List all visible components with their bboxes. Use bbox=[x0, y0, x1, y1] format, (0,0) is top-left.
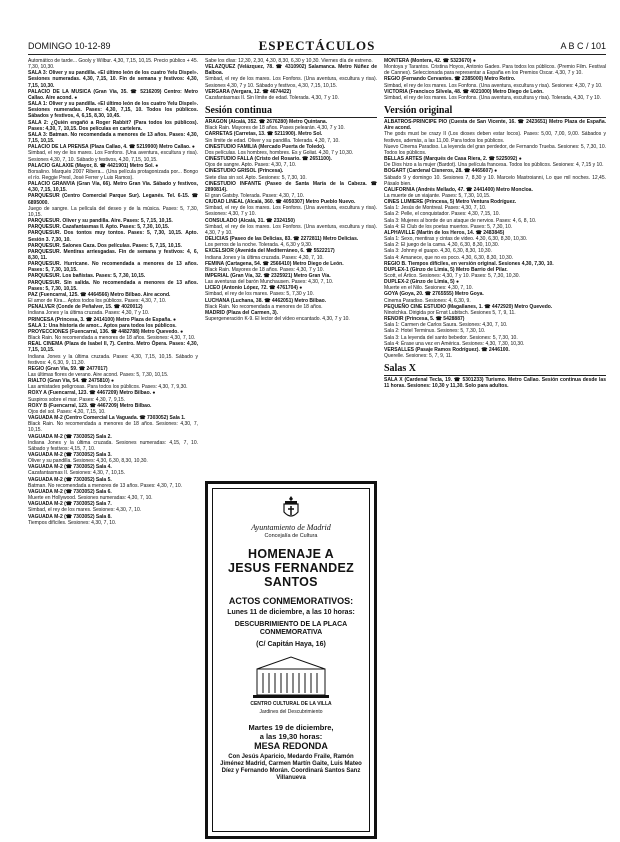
listing-entry: Muerte en el Nilo. Sesiones: 4,30, 7, 10. bbox=[384, 285, 473, 292]
listing-entry: CARRETAS (Carretas, 13. ☎ 5211900). Metro Sol. bbox=[205, 131, 323, 138]
header-page-number: A B C / 101 bbox=[560, 41, 606, 51]
listing-entry: Ojos del sol. Pases: 4,30, 7,15, 10. bbox=[28, 408, 106, 415]
ad-participants: Con Jesús Aparicio, Medardo Fraile, Ramón Jiménez Madrid, Carmen Martín Gaite, Luis Mateo Díez y Fernando Morán. Coordinará Santos Sanz Villanueva bbox=[220, 754, 362, 781]
listing-entry: LICEO (Antonio López, 72. ☎ 4761704) ● bbox=[205, 285, 303, 292]
listing-entry: VAGUADA M-2 (☎ 7303052) Sala 5. bbox=[28, 476, 112, 483]
listing-entry: ALPHAVILLE (Martín de los Heros, 14. ☎ 2483845) bbox=[384, 229, 505, 236]
listing-entry: Scott, el Ártico. Sesiones: 4,30, 7 y 10. Pases: 5, 7,30, 10,30. bbox=[384, 273, 520, 279]
listing-entry: Dos películas. Los hombres, hombres. Es y Goliat. 4,30, 7 y 10,30. bbox=[205, 149, 354, 156]
listing-entry: PAZ (Fuencarral, 125. ☎ 4464566) Metro Bilbao. Aire acond. bbox=[28, 291, 171, 298]
listing-entry: PARQUESUR. Oliver y su pandilla. Aire. Pases: 5, 7,15, 10,15. bbox=[28, 218, 173, 225]
listing-entry: El gran Gatsby. Tolerada. Pases: 4,30, 7, 10. bbox=[205, 192, 305, 199]
listing-entry: VELAZQUEZ (Velázquez, 78. ☎ 4310902) Salamanca. Metro Núñez de Balboa. bbox=[205, 64, 377, 77]
listing-entry: Los perros de la noche. Tolerada. 4, 6,30 y 9,30. bbox=[205, 242, 313, 249]
listing-entry: PARQUESUR. Los bañistas. Pases: 5, 7,30, 10,15. bbox=[28, 273, 146, 280]
listing-entry: CIUDAD LINEAL (Alcalá, 360. ☎ 4050307) Metro Pueblo Nuevo. bbox=[205, 199, 356, 206]
listing-entry: PARQUESUR. Sin salida. No recomendada a menores de 13 años. Pases: 5, 7,30, 10,15. bbox=[28, 279, 198, 292]
listing-entry: Muerte en Hollywood. Sesiones numeradas: 4,30, 7, 10. bbox=[28, 495, 153, 502]
header-section-title: ESPECTÁCULOS bbox=[258, 38, 376, 53]
listing-entry: Sala 4: Amanece, que no es poco. 4,30, 6,30, 8,30, 10,30. bbox=[384, 254, 513, 261]
listing-entry: Las últimas flores de verano. Aire acond. Pases: 5, 7,30, 10,15. bbox=[28, 371, 169, 378]
listing-entry: Black Rain. No recomendada a menores de 18 años. Sesiones: 4,30, 7, 10. bbox=[28, 335, 196, 342]
listing-entry: IMPERIAL (Gran Vía, 32. ☎ 2325921) Metro Gran Vía. bbox=[205, 273, 331, 279]
listing-entry: Simbad, el rey de los mares. Los Fonfons. (Una aventura, escultura y risa). 4,30, 7 y 10. bbox=[205, 223, 377, 236]
listing-entry: Sala 3: Mujeres al borde de un ataque de nervios. Pases: 4, 6, 8, 10. bbox=[384, 217, 537, 224]
listing-entry: VERSALLES (Pasaje Ramos Rodríguez). ☎ 2446100. bbox=[384, 346, 510, 353]
listing-entry: DELICIAS (Paseo de las Delicias, 83. ☎ 2272811) Metro Delicias. bbox=[205, 236, 359, 243]
section-title-salas-x: Salas X bbox=[384, 363, 606, 376]
listing-entry: Black Rain. Mayores de 18 años. Pases pelearán. 4,30, 7 y 10. bbox=[205, 125, 345, 132]
madrid-crest-icon bbox=[280, 495, 302, 521]
listing-entry: SALA 1: Oliver y su pandilla. «El último león de los cuatro Yelu Dispel». Sesiones numeradas. Pases: 4,30, 7,15, 10. Todos los públicos. Sábados y festivos, 4, 6,15, 8,30, 10,45. bbox=[28, 101, 198, 120]
page-header bbox=[28, 38, 606, 55]
listing-entry: VAGUADA M-2 (☎ 7303052) Sala 6. bbox=[28, 488, 112, 495]
listing-entry: MADRID (Plaza del Carmen, 3). bbox=[205, 309, 279, 316]
listing-entry: Ninotchka. Dirigida por Ernst Lubitsch. Sesiones 5, 7, 9, 11. bbox=[384, 309, 516, 316]
ad-event-date: Lunes 11 de diciembre, a las 10 horas: bbox=[227, 609, 355, 616]
listing-entry: Sala 4: El Club de los poetas muertos. Pases: 5, 7,30, 10. bbox=[384, 223, 513, 230]
ad-center-name: CENTRO CULTURAL DE LA VILLA bbox=[250, 701, 332, 707]
listing-entry: CINESTUDIO FAMILIA (Mercado Puerta de Toledo). bbox=[205, 143, 326, 150]
listing-entry: VAGUADA M-2 (☎ 7303052) Sala 8. bbox=[28, 513, 112, 520]
listing-entry: SALA 3: Oliver y su pandilla. «El último león de los cuatro Yelu Dispel». Sesiones numeradas. 4,30, 7,15, 10. Fin de semana y festivos: 4,30, 7,15, 10,30. bbox=[28, 70, 198, 89]
listing-entry: Sala 1: Sexo, mentiras y cintas de video. 4,30, 6,30, 8,30, 10,30. bbox=[384, 236, 528, 243]
listing-entry: BOGART (Cardenal Cisneros, 28. ☎ 4465607) ● bbox=[384, 168, 498, 175]
ad-organization: Ayuntamiento de Madrid bbox=[251, 523, 331, 532]
cultural-center-building-icon bbox=[251, 655, 331, 699]
listing-entry: Las amistades peligrosas. Para todos los públicos. Pases: 4,30, 7, 9,30. bbox=[28, 384, 188, 391]
ad-center-subtitle: Jardines del Descubrimiento bbox=[259, 709, 323, 715]
listing-entry: CINESTUDIO FALLA (Cristo del Rosario. ☎ 2651100). bbox=[205, 156, 332, 163]
listing-entry: PALACIO GALAXIE (Mayor, 8. ☎ 4421901) Metro Sol. ● bbox=[28, 162, 159, 169]
listing-entry: PARQUESUR. Mentiras arriesgadas. Fin de semana y festivos: 4, 6, 8,30, 11. bbox=[28, 248, 198, 261]
listing-entry: PARQUESUR (Centro Comercial Parque Sur). Leganés. Tel. 6-15. ☎ 6895000. bbox=[28, 193, 198, 206]
listing-entry: Sala 1: Carmen de Carlos Saura. Sesiones: 4,30, 7, 10. bbox=[384, 322, 508, 329]
listing-entry: Sala 2: Pelle, el conquistador. Pases: 4,30, 7,15, 10. bbox=[384, 211, 500, 218]
listing-entry: Indiana Jones y la última cruzada. Pases: 4,30, 7, 10. bbox=[205, 254, 324, 261]
listing-entry: Sin límite de edad. Oliver y su pandilla. Tolerada. 4,30, 7, 10. bbox=[205, 137, 340, 144]
listing-entry: Simbad, el rey de los mares. Los Fonfons. (Una aventura, escultura y risa). Tolerada, 4,30, 7 y 10. bbox=[384, 94, 601, 101]
ad-event-address: (C/ Capitán Haya, 16) bbox=[256, 640, 326, 648]
listing-entry: La muerte de un viajante. Pases: 5, 7,30, 10,15. bbox=[384, 192, 491, 199]
listing-entry: PEQUEÑO CINE ESTUDIO (Magallanes, 1. ☎ 4472920) Metro Quevedo. bbox=[384, 303, 553, 310]
listing-entry: Cinema Paradiso. Sesiones: 4, 6,30, 9. bbox=[384, 297, 471, 304]
listing-entry: DUPLEX-1 (Ginzo de Limia, 5) Metro Barrio del Pilar. bbox=[384, 266, 508, 273]
listing-entry: Montoya y Tarantos. Cristina Hoyos, Antonio Gades. Para todos los públicos. (Premio Film. Festival de Cannes). Seleccionada para representar a España en los Premios Oscar. 4,30, 7 y 10. bbox=[384, 64, 606, 77]
ad-inner-frame bbox=[212, 488, 370, 832]
listing-entry: Sala 3: La leyenda del santo bebedor. Sesiones: 5, 7,30, 10. bbox=[384, 334, 518, 341]
listing-entry: Sala 3: Johnny el guapo. 4,30, 6,30, 8,30, 10,30. bbox=[384, 248, 492, 255]
listing-entry: VAGUADA M-2 (☎ 7303052) Sala 7. bbox=[28, 501, 112, 508]
listing-entry: El amor de Kira... Aptos todos los públicos. Pases: 4,30, 7, 10. bbox=[28, 298, 167, 305]
listing-entry: Black Rain. No recomendada a menores de 18 años. bbox=[205, 303, 323, 310]
ad-department: Concejalía de Cultura bbox=[264, 533, 318, 539]
header-date: DOMINGO 10-12-89 bbox=[28, 41, 111, 51]
listing-entry: ROXY A (Fuencarral, 123. ☎ 4467209) Metro Bilbao. ● bbox=[28, 390, 156, 397]
listing-entry: Black Rain. Mayores de 18 años. Pases: 4,30, 7 y 10. bbox=[205, 266, 324, 273]
listing-entry: Cazafantasmas II. Sin límite de edad. Tolerada. 4,30, 7 y 10. bbox=[205, 94, 339, 101]
listing-entry: PARQUESUR. Hurricane. No recomendada a menores de 13 años. Pases: 5, 7,30, 10,15. bbox=[28, 261, 198, 274]
listing-entry: FEMINA (Cartagena, 54. ☎ 2566410) Metro Diego de León. bbox=[205, 260, 344, 267]
listing-entry: GOYA (Goya, 20. ☎ 2765555) Metro Goya. bbox=[384, 291, 484, 298]
ad-event-name: DESCUBRIMIENTO DE LA PLACA CONMEMORATIVA bbox=[234, 620, 348, 636]
listing-entry: SALA 1: Una historia de amor... Aptos para todos los públicos. bbox=[28, 322, 177, 329]
listing-entry: ARAGON (Alcalá, 352. ☎ 2676280) Metro Quintana. bbox=[205, 119, 328, 126]
listing-entry: REGIO (Fernando Cervantes. ☎ 2385000) Metro Retiro. bbox=[384, 76, 516, 83]
listing-entry: VAGUADA M-2 (Centro Comercial La Vaguada. ☎ 7303052) Sala 1. bbox=[28, 415, 186, 422]
listing-entry: VAGUADA M-2 (☎ 7303052) Sala 2. bbox=[28, 433, 112, 440]
listing-entry: CINESTUDIO INFANTE (Paseo de Santa María de la Cabeza. ☎ 2890814). bbox=[205, 180, 377, 193]
listing-entry: Indiana Jones y la última cruzada. Pases: 4,30, 7 y 10. bbox=[28, 310, 150, 317]
listing-entry: Juego de sangre. La película del deseo y de la música. Pases: 5, 7,30, 10,15. bbox=[28, 205, 198, 218]
listing-entry: LUCHANA (Luchana, 38. ☎ 4462051) Metro Bilbao. bbox=[205, 297, 327, 304]
listing-entry: Supergeneración K-9. El lector del vídeo encantado. 4,30, 7 y 10. bbox=[205, 316, 350, 323]
listing-entry: SALA 2: ¿Quién engañó a Roger Rabbit? (Para todos los públicos). Pases: 4,30, 7, 10,15. Dos películas en cartelera. bbox=[28, 119, 198, 132]
listing-entry: VERGARA (Vergara, 12. ☎ 4674422) bbox=[205, 88, 292, 95]
listing-entry: Tiempos difíciles. Sesiones: 4,30, 7, 10. bbox=[28, 519, 117, 526]
listing-entry: Sábado 9 y domingo 10. Sesiones 7, 8,30 y 10. Marcelo Mastroianni, Lo que mil noches. 12,45. Pásalo bien. bbox=[384, 174, 606, 187]
listing-entry: MONTERA (Montera, 42. ☎ 5323670) ● bbox=[384, 58, 476, 64]
listing-entry: CINESTUDIO GRISOL (Princesa). bbox=[205, 168, 284, 175]
listing-entry: Sala 2: El juego de la cama. 4,30, 6,30, 8,30, 10,30. bbox=[384, 242, 500, 249]
listing-entry: Indiana Jones y la última cruzada. Sesiones numeradas: 4,15, 7, 10. Sábado y festivos: 4,15, 7, 10. bbox=[28, 439, 198, 452]
listing-entry: Las aventuras del barón Munchausen. Pases: 4,30, 7, 10. bbox=[205, 279, 334, 286]
listing-entry: PROYECCIONES (Fuencarral, 136. ☎ 4482788) Metro Quevedo. ● bbox=[28, 328, 184, 335]
ad-mesa-date: Martes 19 de diciembre, bbox=[248, 723, 334, 732]
listing-entry: Sala 4: Érase una vez en América. Sesiones: 4,30, 7,30, 10,30. bbox=[384, 340, 525, 347]
homenaje-advertisement bbox=[205, 481, 377, 839]
listing-entry: Indiana Jones y la última cruzada. Pases: 4,30, 7,15, 10,15. Sábado y festivos: 4, 6,30, 9, 11,30. bbox=[28, 353, 198, 366]
section-title-sesion-continua: Sesión continua bbox=[205, 105, 377, 118]
listing-entry: PALACIO DE LA MUSICA (Gran Vía, 35. ☎ 5216209) Centro: Metro Callao. Aire acond. ● bbox=[28, 88, 198, 101]
listing-entry: Ojos de sangre. Apto. Pases: 4,30, 7, 10. bbox=[205, 162, 297, 169]
listing-entry: PRINCESA (Princesa, 3. ☎ 2414100) Metro Plaza de España. ● bbox=[28, 316, 177, 323]
listing-entry: The gods must be crazy II (Los dioses deben estar locos). Pases: 5,00, 7,00, 9,00. Sábados y festivos, además, a las 11,00. Para todos los públicos. bbox=[384, 131, 606, 144]
listing-entry: Sala 1: Jesús de Montreal. Pases: 4,30, 7, 10. bbox=[384, 205, 487, 212]
listing-entry: CINES LUMIERE (Princesa, 5) Metro Ventura Rodríguez. bbox=[384, 199, 517, 206]
listing-entry: CONSULADO (Alcalá, 31. ☎ 2324150) bbox=[205, 217, 295, 224]
listings-column-3 bbox=[384, 58, 606, 838]
listing-entry: VAGUADA M-2 (☎ 7303052) Sala 3. bbox=[28, 452, 112, 458]
listing-entry: Simbad, el rey de los mares. Sesiones: 4,30, 7, 10. bbox=[28, 507, 142, 514]
listing-entry: ALBATROS-PRINCIPE PIO (Cuesta de San Vicente, 16. ☎ 2423651) Metro Plaza de España. Aire acond. bbox=[384, 119, 606, 132]
listing-entry: DUPLEX-2 (Ginzo de Limia, 5) ● bbox=[384, 279, 459, 286]
listings-column-1 bbox=[28, 58, 198, 838]
listing-entry: SALA X (Cardenal Tecla, 19. ☎ 5301233) Turismo. Metro Callao. Sesión continua desde las 11 horas. Sesiones: 10,30 y 11,30. Solo para adultos. bbox=[384, 377, 606, 390]
listing-entry: RIALTO (Gran Vía, 54. ☎ 2475810) ● bbox=[28, 378, 115, 385]
listing-entry: PENALVER (Conde de Peñalver, 15. ☎ 4020012) bbox=[28, 304, 143, 311]
ad-mesa-time: a las 19,30 horas: bbox=[259, 732, 323, 741]
listing-entry: Sabe los días: 12,30, 2,30, 4,30, 8,30, 6,30 y 10,30. Viernes día de estreno. bbox=[205, 58, 373, 64]
listing-entry: Black Rain. No recomendada a menores de 18 años. Sesiones: 4,30, 7, 10,15. bbox=[28, 421, 198, 434]
listing-entry: Simbad, el rey de los mares. Los Fonfons. (Una aventura, escultura y risa). Sesiones 4,30, 7 y 10. Sábado y festivos, 4,30, 7,15, 10,15. bbox=[205, 76, 377, 89]
listing-entry: VAGUADA M-2 (☎ 7303052) Sala 4. bbox=[28, 464, 112, 471]
listing-entry: REAL CINEMA (Plaza de Isabel II, 7). Centro. Metro Ópera. Pases: 4,30, 7,15, 10,15. bbox=[28, 341, 198, 354]
listing-entry: ROXY B (Fuencarral, 123. ☎ 4467209) Metro Bilbao. bbox=[28, 402, 152, 409]
listing-entry: Suspiros sobre el mar. Pases: 4,30, 7, 9,15. bbox=[28, 396, 125, 403]
listing-entry: Siete días sin sol. Apto. Sesiones: 5, 7,30, 10. bbox=[205, 174, 307, 181]
listing-entry: Simbad, el rey de los mares. Pases: 5, 7,30 y 10. bbox=[205, 291, 314, 298]
listing-entry: PARQUESUR. Cazafantasmas II. Apto. Pases: 5, 7,30, 10,15. bbox=[28, 224, 170, 231]
ad-title-line-2: JESUS FERNANDEZ SANTOS bbox=[227, 561, 355, 589]
listing-entry: Cazafantasmas II. Sesiones: 4,30, 7, 10,15. bbox=[28, 470, 126, 477]
ad-mesa-title: MESA REDONDA bbox=[254, 741, 328, 751]
listing-entry: Simbad, el rey de los mares. Los Fonfons. (Una aventura, escultura y risa). Sesiones: 4,30, 7 y 10. bbox=[205, 205, 377, 218]
listing-entry: PARQUESUR. Salones Caza. Dos películas. Pases: 5, 7,15, 10,15. bbox=[28, 242, 182, 249]
listing-entry: REGIO (Gran Vía, 59. ☎ 2477017) bbox=[28, 365, 108, 372]
listing-entry: PALACIO GRANVIA (Gran Vía, 66). Metro Gran Vía. Sábado y festivos, 4,30, 7,15, 10,15. bbox=[28, 181, 198, 194]
listing-entry: BELLAS ARTES (Marqués de Casa Riera, 2. ☎ 5225092) ● bbox=[384, 156, 522, 163]
listing-entry: Simbad, el rey de los mares. Los Fonfons. (Una aventura, escultura y risa). Sesiones: 4,30, 7 y 10. bbox=[384, 82, 603, 89]
section-title-version-original: Versión original bbox=[384, 105, 606, 118]
listing-entry: Oliver y su pandilla. Sesiones: 4,30, 6,30, 8,30, 10,30. bbox=[28, 458, 148, 465]
listing-entry: PARQUESUR. Dos tontos muy tontos. Pases: 5, 7,30, 10,15. Apto. Sesión 3. 7,30, 10. bbox=[28, 230, 198, 243]
listing-entry: Simbad, el rey de los mares. Los Fonfons. (Una aventura, escultura y risa). Sesiones 4,30, 7, 10. Sábado y festivos, 4,30, 7,15, 10,15. bbox=[28, 150, 198, 163]
listing-entry: EXCELSIOR (Avenida del Mediterráneo, 6. ☎ 5522217) bbox=[205, 248, 335, 255]
ad-subtitle: ACTOS CONMEMORATIVOS: bbox=[228, 596, 354, 606]
listing-entry: RENOIR (Princesa, 5. ☎ 5428887) bbox=[384, 316, 465, 323]
listing-entry: SALA 3: Batman. No recomendada a menores de 13 años. Pases: 4,30, 7,15, 10,15. bbox=[28, 131, 198, 145]
listing-entry: CALIFORNIA (Andrés Mellado, 47. ☎ 2441400) Metro Moncloa. bbox=[384, 186, 533, 193]
listing-entry: VICTORIA (Francisco Silvela, 48. ☎ 4021000) Metro Diego de León. bbox=[384, 88, 544, 95]
listing-entry: Batman. No recomendada a menores de 13 años. Pases: 4,30, 7, 10. bbox=[28, 482, 182, 489]
listing-entry: REGIO B. Tiempos difíciles, en versión original. Sesiones 4,30, 7,30, 10. bbox=[384, 260, 554, 267]
listing-entry: PALACIO DE LA PRENSA (Plaza Callao, 4. ☎ 5219900) Metro Callao. ● bbox=[28, 144, 195, 151]
listing-entry: Automático de tarde... Gooly y Wilbur. 4,30, 7,15, 10,15. Precio público + 45. 7,30, 10,30. bbox=[28, 58, 198, 71]
listing-entry: De Dios hizo a la mujer (Bardot). Una película francesa. Todos los públicos. Sesiones: 4, 7,15 y 10. bbox=[384, 162, 604, 169]
ad-title-line-1: HOMENAJE A bbox=[248, 547, 334, 561]
listing-entry: Borsalino. Marqués 2007 Ribera... (Una película protagonizada por... Bongo el río. Reggie Presl, José Ferrer y Luis Ramos). bbox=[28, 168, 198, 181]
listing-entry: Nuevo Cinema Paradiso. La leyenda del gran perdedor, de Fernando Trueba. Sesiones: 5, 7,30, 10. Todos los públicos. bbox=[384, 143, 606, 156]
listing-entry: Sala 2: Hotel Terminus. Sesiones: 5, 7,30, 10. bbox=[384, 328, 486, 335]
listing-entry: Querelle. Sesiones: 5, 7, 9, 11. bbox=[384, 353, 453, 360]
